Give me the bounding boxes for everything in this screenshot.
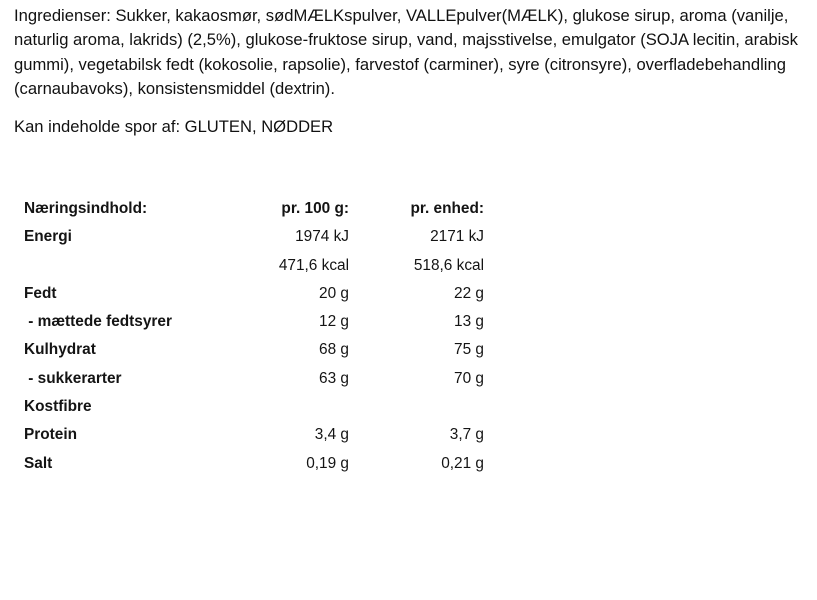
nutrient-per100-value: 68 g xyxy=(319,341,349,359)
nutrient-per-unit-value: 13 g xyxy=(454,313,484,331)
nutrient-per100-value: 20 g xyxy=(319,284,349,302)
nutrient-per-unit-value: 2171 kJ xyxy=(430,228,484,246)
ingredients-text: Ingredienser: Sukker, kakaosmør, sødMÆLKspulver, VALLEpulver(MÆLK), glukose sirup, aroma (vanilje, naturlig aroma, lakrids) (2,5%), glukose-fruktose sirup, vand, majsstivelse, emulgator (SOJA lecitin, arabisk gummi), vegetabilsk fedt (kokosolie, rapsolie), farvestof (carminer), syre (citronsyre), overfladebehandling (carnaubavoks), konsistensmiddel (dextrin). xyxy=(14,6,798,99)
nutrient-label: - sukkerarter xyxy=(24,369,122,387)
nutrient-per-unit-value: 518,6 kcal xyxy=(413,256,484,274)
nutrition-header-row xyxy=(24,195,494,223)
nutrition-row xyxy=(24,365,494,393)
nutrient-per-unit-value: 75 g xyxy=(454,341,484,359)
nutrient-label: Kostfibre xyxy=(24,398,92,416)
nutrient-per100-value: 1974 kJ xyxy=(295,228,349,246)
nutrition-row xyxy=(24,421,494,449)
nutrition-header-per-unit: pr. enhed: xyxy=(410,200,484,217)
nutrient-label: Salt xyxy=(24,454,53,472)
allergen-note: Kan indeholde spor af: GLUTEN, NØDDER xyxy=(14,117,334,136)
nutrition-row xyxy=(24,280,494,308)
nutrient-per-unit-value: 0,21 g xyxy=(441,454,484,472)
nutrition-header-per100: pr. 100 g: xyxy=(281,200,349,217)
nutrient-per100-value: 12 g xyxy=(319,313,349,331)
nutrition-row xyxy=(24,450,494,478)
nutrient-per100-value: 63 g xyxy=(319,369,349,387)
nutrient-per-unit-value: 22 g xyxy=(454,284,484,302)
nutrition-row xyxy=(24,223,494,251)
nutrient-label: Energi xyxy=(24,228,72,246)
nutrition-row xyxy=(24,393,494,421)
nutrition-row xyxy=(24,308,494,336)
nutrient-label: - mættede fedtsyrer xyxy=(24,313,172,331)
nutrient-label: Protein xyxy=(24,426,78,444)
nutrient-label: Fedt xyxy=(24,284,57,302)
nutrition-row xyxy=(24,336,494,364)
nutrient-label: Kulhydrat xyxy=(24,341,96,359)
nutrition-table xyxy=(24,195,494,478)
nutrient-per100-value: 3,4 g xyxy=(314,426,349,444)
nutrient-per100-value: 471,6 kcal xyxy=(278,256,349,274)
nutrient-per100-value: 0,19 g xyxy=(306,454,349,472)
nutrition-rows xyxy=(24,223,494,478)
nutrient-per-unit-value: 70 g xyxy=(454,369,484,387)
nutrition-row xyxy=(24,252,494,280)
nutrition-header-label: Næringsindhold: xyxy=(24,200,148,217)
nutrient-per-unit-value: 3,7 g xyxy=(449,426,484,444)
